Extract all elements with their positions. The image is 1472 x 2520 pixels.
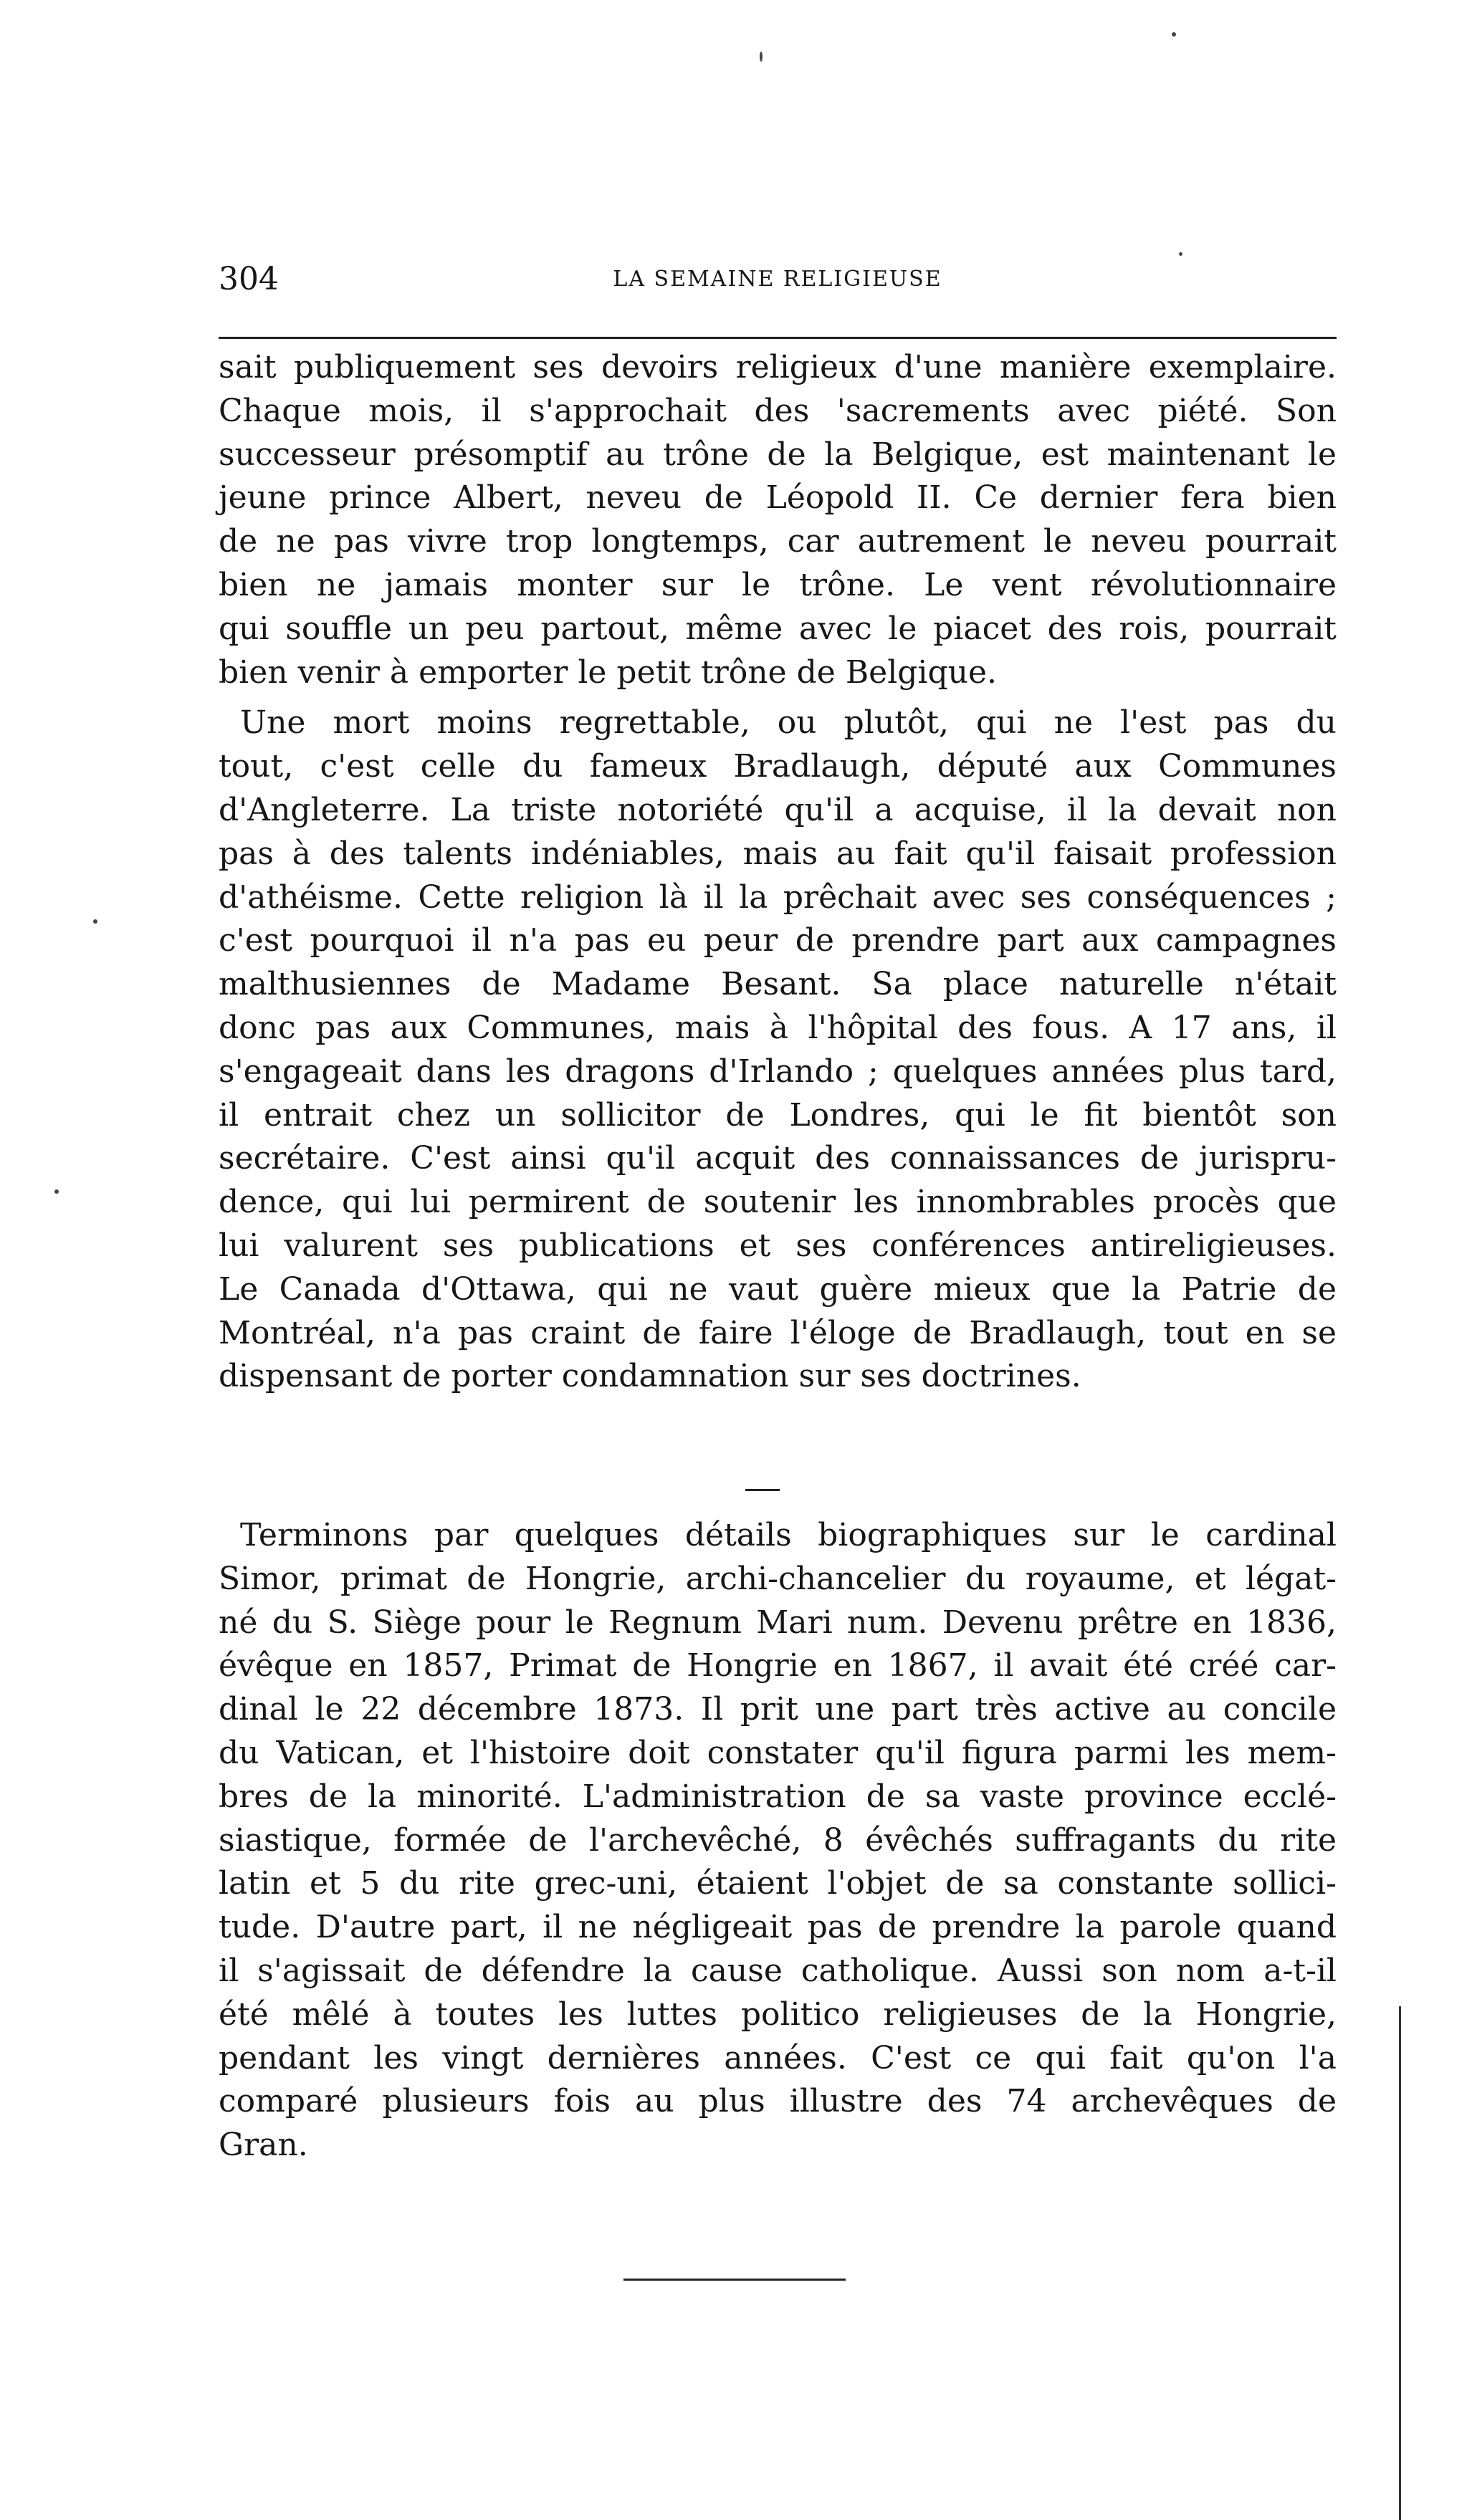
text-line: latin et 5 du rite grec-uni, étaient l'objet de sa constante sollici- (219, 1865, 1337, 1902)
text-line: dinal le 22 décembre 1873. Il prit une part très active au concile (219, 1691, 1337, 1728)
text-line: sait publiquement ses devoirs religieux d'une manière exemplaire. (219, 349, 1337, 385)
text-line: été mêlé à toutes les luttes politico religieuses de la Hongrie, (219, 1996, 1337, 2033)
text-line: Gran. (219, 2127, 308, 2164)
text-line: malthusiennes de Madame Besant. Sa place naturelle n'était (219, 966, 1337, 1003)
text-line: secrétaire. C'est ainsi qu'il acquit des connaissances de jurispru- (219, 1140, 1337, 1177)
text-line: tout, c'est celle du fameux Bradlaugh, député aux Communes (219, 748, 1337, 785)
section-divider (745, 1489, 780, 1491)
text-line: c'est pourquoi il n'a pas eu peur de prendre part aux campagnes (219, 922, 1337, 959)
text-line: jeune prince Albert, neveu de Léopold II. Ce dernier fera bien (219, 479, 1337, 517)
text-line: de ne pas vivre trop longtemps, car autrement le neveu pourrait (219, 523, 1337, 560)
header-rule (219, 337, 1337, 339)
text-line: tude. D'autre part, il ne négligeait pas de prendre la parole quand (219, 1909, 1337, 1946)
text-line: bien venir à emporter le petit trône de Belgique. (219, 653, 998, 691)
end-rule (623, 2279, 846, 2281)
text-line: d'Angleterre. La triste notoriété qu'il a acquise, il la devait non (219, 791, 1337, 828)
text-line: Le Canada d'Ottawa, qui ne vaut guère mieux que la Patrie de (219, 1270, 1337, 1308)
text-line: successeur présomptif au trône de la Belgique, est maintenant le (219, 436, 1337, 473)
text-line: siastique, formée de l'archevêché, 8 évêchés suffragants du rite (219, 1821, 1337, 1859)
text-line: Terminons par quelques détails biographiques sur le cardinal (240, 1517, 1337, 1553)
text-line: dence, qui lui permirent de soutenir les innombrables procès que (219, 1184, 1337, 1221)
scan-speck (760, 52, 763, 62)
scan-speck (1172, 32, 1176, 37)
scan-speck (54, 1189, 59, 1194)
text-line: Montréal, n'a pas craint de faire l'éloge de Bradlaugh, tout en se (219, 1314, 1337, 1351)
text-line: dispensant de porter condamnation sur ses doctrines. (219, 1358, 1081, 1395)
text-line: donc pas aux Communes, mais à l'hôpital des fous. A 17 ans, il (219, 1009, 1337, 1046)
text-line: qui souffle un peu partout, même avec le piacet des rois, pourrait (219, 610, 1337, 647)
text-line: d'athéisme. Cette religion là il la prêchait avec ses conséquences ; (219, 878, 1337, 916)
page-number: 304 (219, 261, 279, 297)
scan-speck (93, 919, 97, 924)
text-line: pas à des talents indéniables, mais au fait qu'il faisait profession (219, 835, 1337, 872)
text-line: pendant les vingt dernières années. C'est ce qui fait qu'on l'a (219, 2039, 1337, 2076)
text-line: Simor, primat de Hongrie, archi-chancelier du royaume, et légat- (219, 1560, 1337, 1597)
text-line: s'engageait dans les dragons d'Irlando ; quelques années plus tard, (219, 1053, 1337, 1090)
text-line: né du S. Siège pour le Regnum Mari num. Devenu prêtre en 1836, (219, 1604, 1337, 1641)
text-line: comparé plusieurs fois au plus illustre des 74 archevêques de (219, 2083, 1337, 2120)
paragraph-leopold (219, 346, 1337, 694)
page-header (219, 258, 1337, 301)
text-line: il entrait chez un sollicitor de Londres, qui le fit bientôt son (219, 1096, 1337, 1134)
text-line: bien ne jamais monter sur le trône. Le vent révolutionnaire (219, 566, 1337, 603)
text-line: du Vatican, et l'histoire doit constater qu'il figura parmi les mem- (219, 1734, 1337, 1771)
text-line: Une mort moins regrettable, ou plutôt, qui ne l'est pas du (240, 704, 1337, 742)
text-line: il s'agissait de défendre la cause catholique. Aussi son nom a-t-il (219, 1952, 1337, 1989)
text-line: lui valurent ses publications et ses conférences antireligieuses. (219, 1227, 1337, 1264)
scan-speck (1179, 252, 1182, 256)
scan-margin-line (1399, 2006, 1401, 2520)
body-text (219, 346, 1337, 1399)
text-line: bres de la minorité. L'administration de sa vaste province ecclé- (219, 1778, 1337, 1815)
running-title: LA SEMAINE RELIGIEUSE (613, 267, 942, 292)
paragraph-bradlaugh (219, 701, 1337, 1399)
text-line: évêque en 1857, Primat de Hongrie en 1867, il avait été créé car- (219, 1647, 1337, 1685)
text-line: Chaque mois, il s'approchait des 'sacrements avec piété. Son (219, 392, 1337, 429)
paragraph-simor (219, 1514, 1337, 2167)
